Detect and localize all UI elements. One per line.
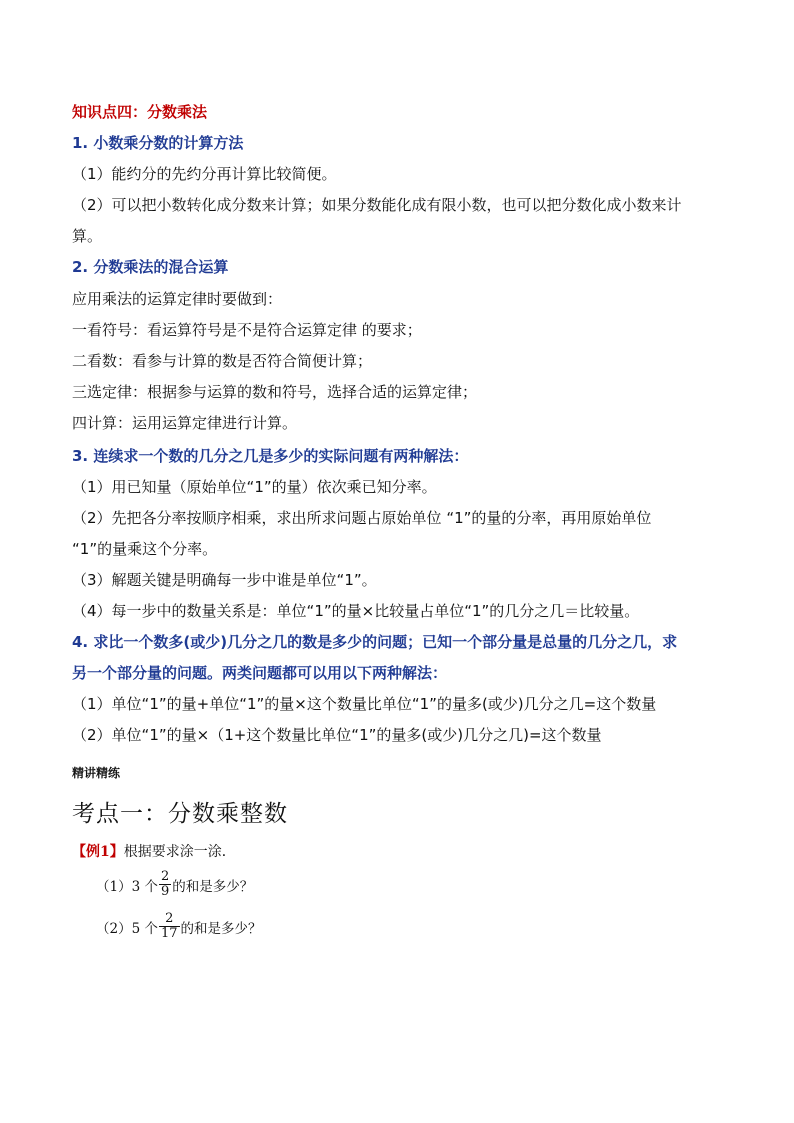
paragraph-line: （2）单位“1”的量×（1+这个数量比单位“1”的量多(或少)几分之几)=这个数量 [72, 726, 602, 744]
question-2 [96, 912, 262, 941]
fraction-numerator: 2 [165, 911, 174, 926]
fraction-denominator: 9 [160, 884, 170, 899]
question-prefix: （2）5 个 [96, 920, 158, 937]
paragraph-line: 算。 [72, 227, 103, 245]
question-1 [96, 870, 253, 899]
paragraph-line: （3）解题关键是明确每一步中谁是单位“1”。 [72, 571, 377, 589]
paragraph-line: 三选定律：根据参与运算的数和符号，选择合适的运算定律； [72, 383, 478, 401]
question-suffix: 的和是多少？ [180, 920, 262, 937]
paragraph-line: 一看符号：看运算符号是不是符合运算定律 的要求； [72, 321, 422, 339]
heading-4-continued: 另一个部分量的问题。两类问题都可以用以下两种解法： [72, 664, 448, 682]
heading-3: 3. 连续求一个数的几分之几是多少的实际问题有两种解法： [72, 447, 469, 465]
fraction-denominator: 17 [160, 926, 178, 941]
paragraph-line: 四计算：运用运算定律进行计算。 [72, 414, 298, 432]
paragraph-line: 应用乘法的运算定律时要做到： [72, 290, 283, 308]
paragraph-line: （1）用已知量（原始单位“1”的量）依次乘已知分率。 [72, 478, 437, 496]
practice-label: 精讲精练 [72, 766, 121, 780]
fraction [159, 870, 171, 899]
paragraph-line: （1）能约分的先约分再计算比较简便。 [72, 165, 337, 183]
heading-2: 2. 分数乘法的混合运算 [72, 258, 229, 276]
example-text: 根据要求涂一涂． [123, 844, 236, 860]
heading-4: 4. 求比一个数多(或少)几分之几的数是多少的问题；已知一个部分量是总量的几分之几，求 [72, 633, 678, 651]
example-tag: 【例1】 [72, 844, 124, 860]
topic-title: 考点一：分数乘整数 [72, 801, 288, 827]
paragraph-line: 二看数：看参与计算的数是否符合简便计算； [72, 352, 373, 370]
paragraph-line: （2）先把各分率按顺序相乘，求出所求问题占原始单位 “1”的量的分率，再用原始单位 [72, 509, 652, 527]
fraction-numerator: 2 [160, 869, 170, 884]
paragraph-line: （4）每一步中的数量关系是：单位“1”的量×比较量占单位“1”的几分之几＝比较量。 [72, 602, 640, 620]
section-title: 知识点四：分数乘法 [72, 103, 208, 121]
heading-1: 1. 小数乘分数的计算方法 [72, 134, 244, 152]
question-suffix: 的和是多少？ [172, 878, 254, 895]
paragraph-line: （1）单位“1”的量+单位“1”的量×这个数量比单位“1”的量多(或少)几分之几=这个数量 [72, 695, 657, 713]
paragraph-line: “1”的量乘这个分率。 [72, 540, 218, 558]
question-prefix: （1）3 个 [96, 878, 158, 895]
fraction [159, 912, 180, 941]
example-line [72, 842, 236, 862]
paragraph-line: （2）可以把小数转化成分数来计算；如果分数能化成有限小数，也可以把分数化成小数来计 [72, 196, 682, 214]
